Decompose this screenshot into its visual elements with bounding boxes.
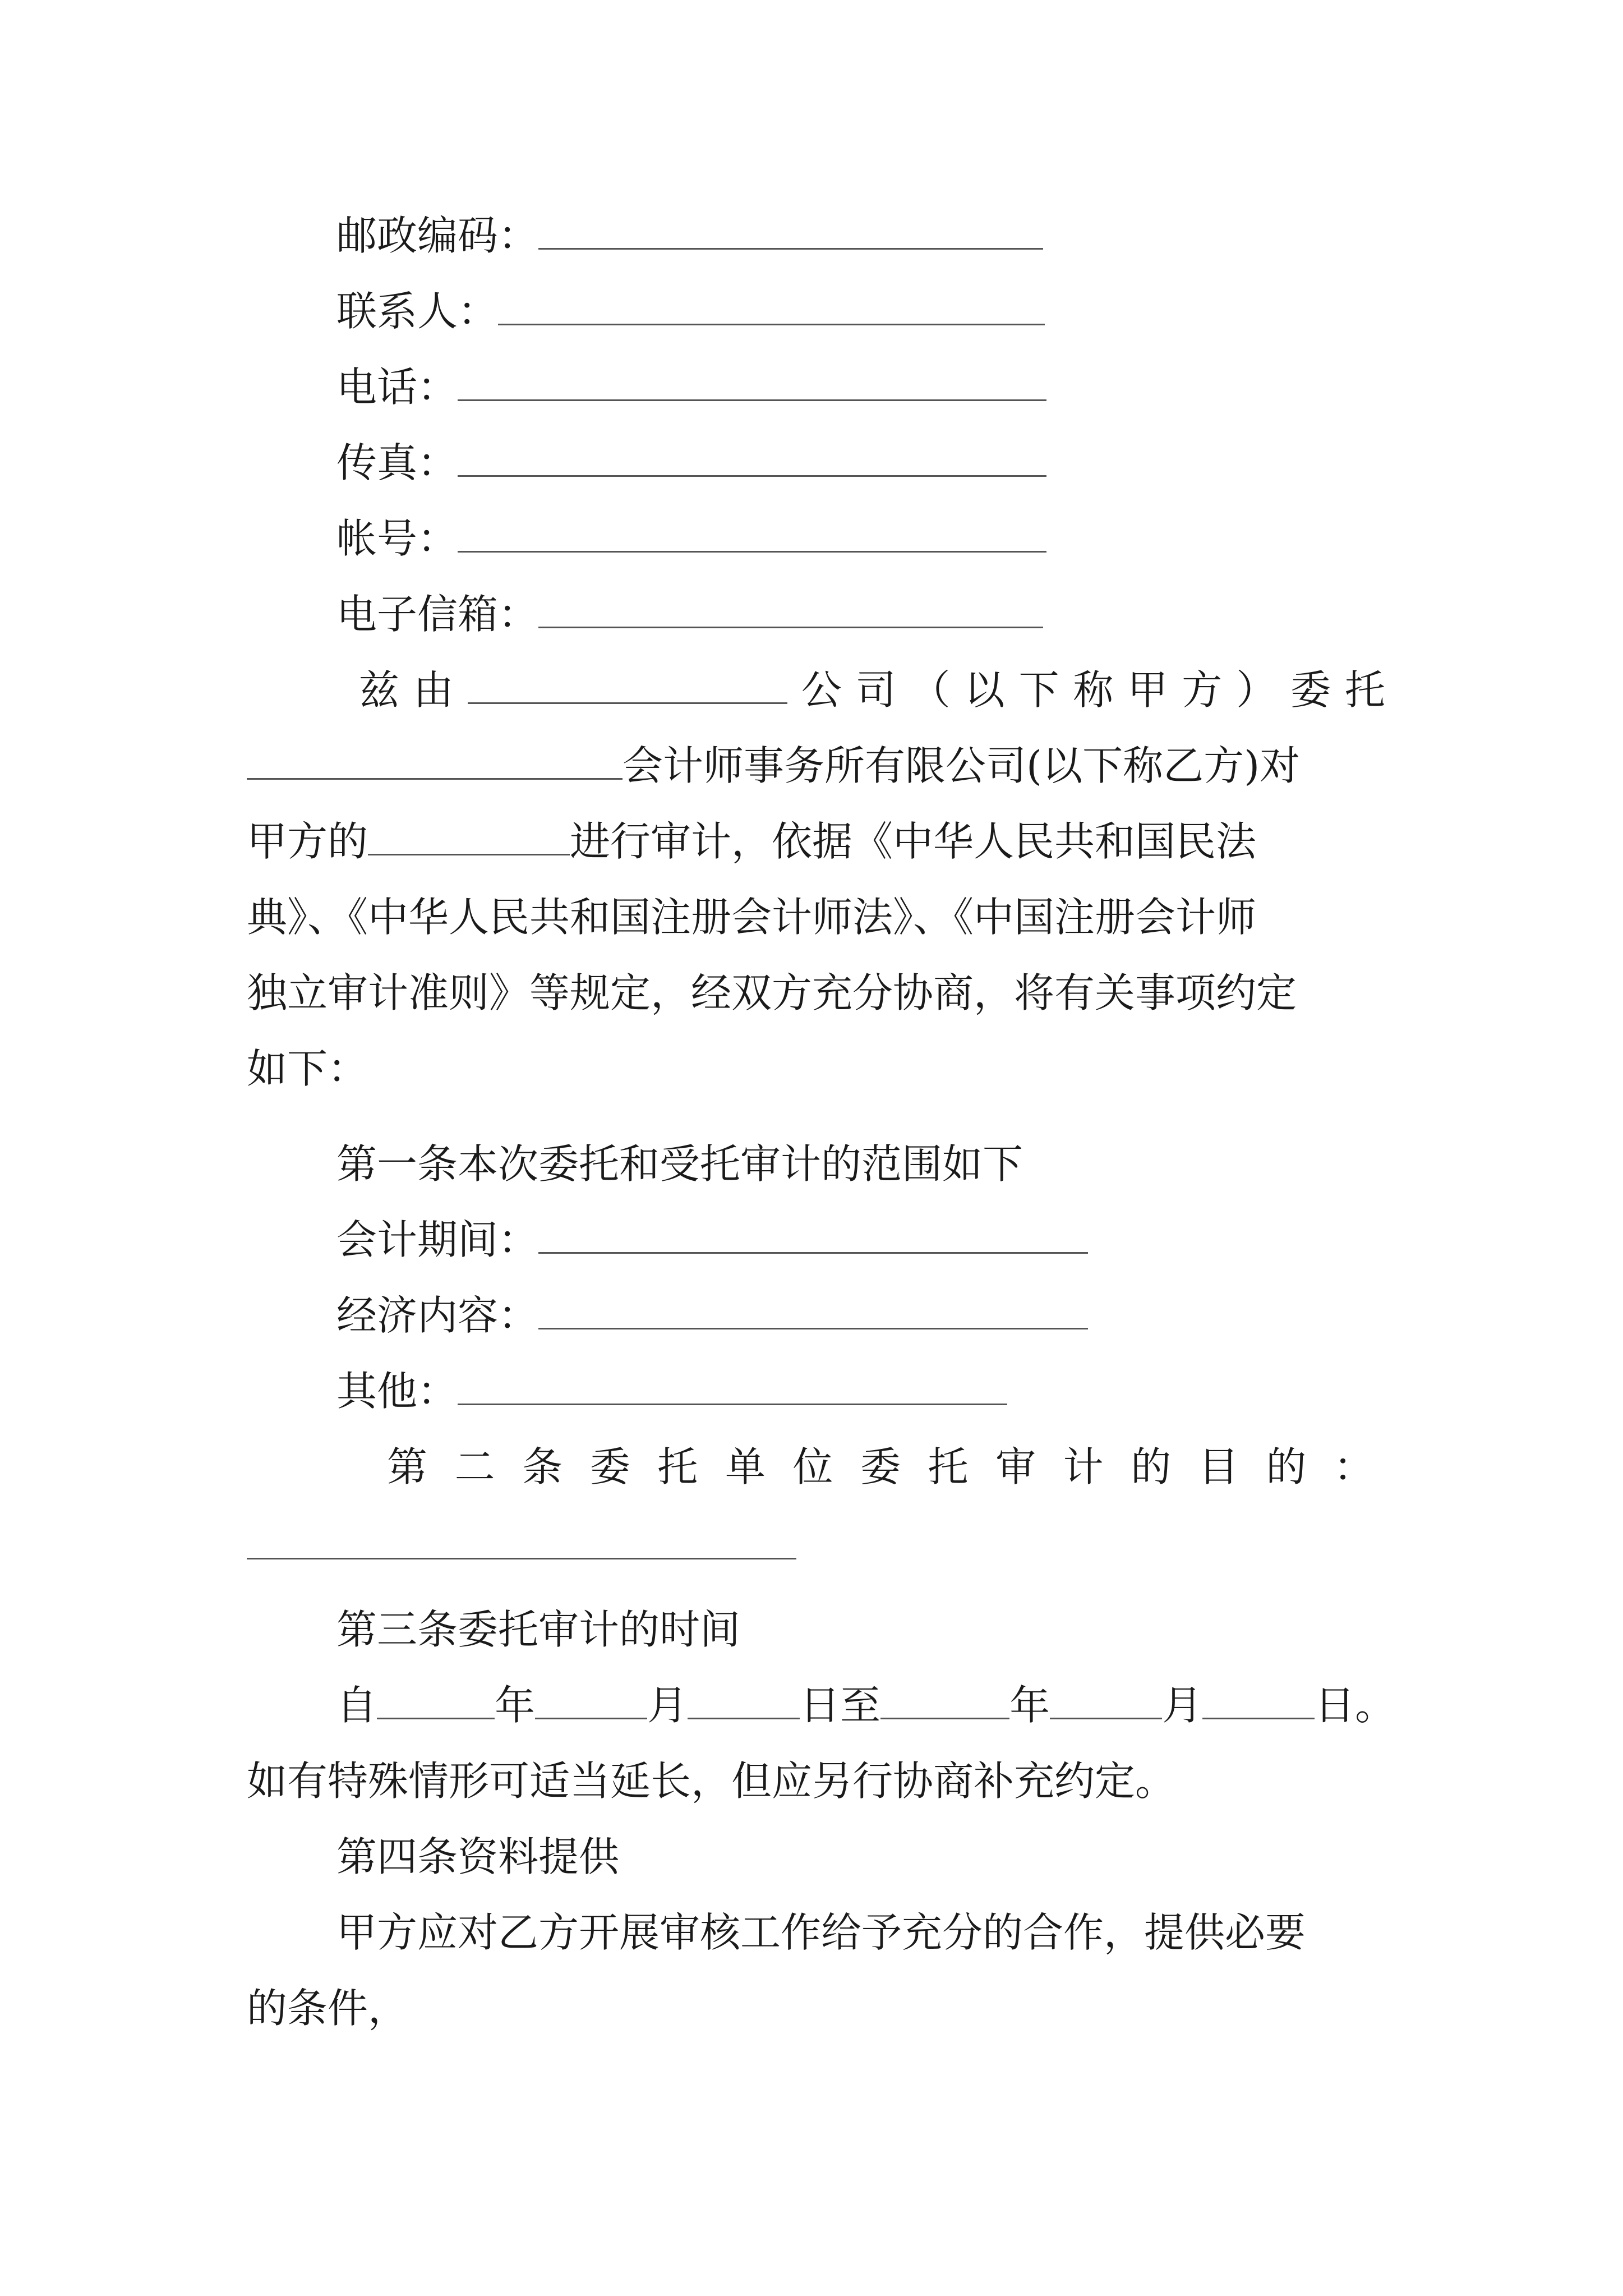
intro-char: ）	[1236, 666, 1277, 714]
intro-text: 会计师事务所有限公司(以下称乙方)对	[623, 742, 1301, 789]
intro-char: 称	[1073, 666, 1114, 714]
fax-row	[336, 435, 1402, 491]
intro-char: 方	[1182, 666, 1223, 714]
other-blank[interactable]	[458, 1370, 1007, 1405]
contact-row	[336, 283, 1402, 339]
postcode-label: 邮政编码：	[336, 212, 539, 259]
intro-line-6	[247, 1041, 1391, 1097]
intro-text: 甲方的	[247, 818, 368, 865]
intro-char: 下	[1018, 666, 1059, 714]
content-blank[interactable]	[538, 1294, 1088, 1329]
intro-char: 兹	[359, 666, 400, 714]
extension-note-text: 如有特殊情形可适当延长，但应另行协商补充约定。	[247, 1757, 1176, 1805]
extension-note	[247, 1753, 1391, 1809]
start-month-blank[interactable]	[535, 1684, 647, 1719]
company-name-blank[interactable]	[468, 669, 787, 704]
phone-blank[interactable]	[458, 366, 1046, 401]
article-2-char: 的	[1131, 1443, 1172, 1490]
start-day-blank[interactable]	[688, 1684, 800, 1719]
intro-char: 公	[801, 666, 842, 714]
intro-char: 委	[1290, 666, 1331, 714]
article-2-char: 计	[1063, 1443, 1104, 1490]
email-label: 电子信箱：	[336, 591, 539, 638]
other-row	[336, 1363, 1402, 1419]
article-2-char: 委	[860, 1443, 901, 1490]
article-3-title	[336, 1602, 1402, 1658]
article-2-char: 位	[792, 1443, 833, 1490]
end-year-blank[interactable]	[880, 1684, 1009, 1719]
postcode-blank[interactable]	[538, 214, 1043, 250]
article-2-line	[387, 1439, 1374, 1495]
day-end-label: 日。	[1315, 1682, 1396, 1729]
intro-char: 由	[413, 666, 454, 714]
article-2-char: 委	[589, 1443, 630, 1490]
date-range-row	[336, 1677, 1402, 1733]
content-row	[336, 1287, 1402, 1343]
article-2-char: 托	[657, 1443, 698, 1490]
year-label: 年	[1009, 1682, 1050, 1729]
article-2-char: 审	[995, 1443, 1036, 1490]
intro-line-1	[359, 662, 1385, 718]
article-1-title	[336, 1136, 1402, 1192]
intro-text: 典》、《中华人民共和国注册会计师法》、《中国注册会计师	[247, 894, 1257, 941]
end-month-blank[interactable]	[1050, 1684, 1162, 1719]
article-2-char: 条	[522, 1443, 563, 1490]
period-row	[336, 1212, 1402, 1268]
account-blank[interactable]	[458, 517, 1046, 553]
article-2-char: 目	[1198, 1443, 1239, 1490]
fax-label: 传真：	[336, 439, 458, 486]
article-4-text: 甲方应对乙方开展审核工作给予充分的合作，提供必要	[336, 1909, 1306, 1956]
intro-char: 司	[855, 666, 896, 714]
account-label: 帐号：	[336, 515, 458, 562]
article-4-title-text: 第四条资料提供	[336, 1833, 620, 1880]
account-row	[336, 510, 1402, 567]
intro-char: 托	[1344, 666, 1385, 714]
article-2-char: 单	[725, 1443, 766, 1490]
purpose-blank[interactable]	[247, 1524, 796, 1559]
phone-row	[336, 359, 1402, 415]
article-4-line-2	[247, 1980, 1391, 2036]
other-label: 其他：	[336, 1368, 458, 1415]
intro-line-5	[247, 965, 1391, 1021]
firm-name-blank[interactable]	[247, 744, 623, 780]
intro-char: 以	[964, 666, 1005, 714]
fax-blank[interactable]	[458, 441, 1046, 477]
intro-text: 如下：	[247, 1045, 368, 1092]
end-day-blank[interactable]	[1202, 1684, 1315, 1719]
content-label: 经济内容：	[336, 1292, 539, 1339]
article-2-char: ：	[1333, 1443, 1374, 1490]
article-2-char: 的	[1266, 1443, 1307, 1490]
intro-text: 独立审计准则》等规定，经双方充分协商，将有关事项约定	[247, 969, 1297, 1016]
intro-char: （	[910, 666, 951, 714]
article-4-text: 的条件，	[247, 1985, 409, 2032]
month-label: 月	[1162, 1682, 1203, 1729]
article-2-char: 托	[928, 1443, 969, 1490]
article-4-title	[336, 1829, 1402, 1885]
day-to-label: 日至	[800, 1682, 881, 1729]
article-4-line-1	[336, 1904, 1402, 1961]
intro-char: 甲	[1127, 666, 1168, 714]
email-row	[336, 586, 1402, 642]
postcode-row	[336, 208, 1402, 264]
period-blank[interactable]	[538, 1218, 1088, 1254]
contact-label: 联系人：	[336, 288, 499, 335]
phone-label: 电话：	[336, 364, 458, 411]
article-2-char: 第	[387, 1443, 428, 1490]
email-blank[interactable]	[538, 593, 1043, 628]
month-label: 月	[647, 1682, 688, 1729]
start-year-blank[interactable]	[377, 1684, 495, 1719]
article-3-title-text: 第三条委托审计的时间	[336, 1606, 741, 1653]
intro-text: 进行审计，依据《中华人民共和国民法	[570, 818, 1257, 865]
date-from-label: 自	[336, 1682, 377, 1729]
purpose-row	[247, 1517, 1391, 1573]
intro-line-4	[247, 889, 1391, 945]
year-label: 年	[495, 1682, 536, 1729]
contact-blank[interactable]	[498, 290, 1045, 325]
period-label: 会计期间：	[336, 1216, 539, 1263]
audit-subject-blank[interactable]	[368, 820, 570, 855]
intro-line-2	[247, 738, 1391, 794]
intro-line-3	[247, 813, 1391, 869]
article-2-char: 二	[454, 1443, 495, 1490]
article-1-title-text: 第一条本次委托和受托审计的范围如下	[336, 1140, 1023, 1188]
